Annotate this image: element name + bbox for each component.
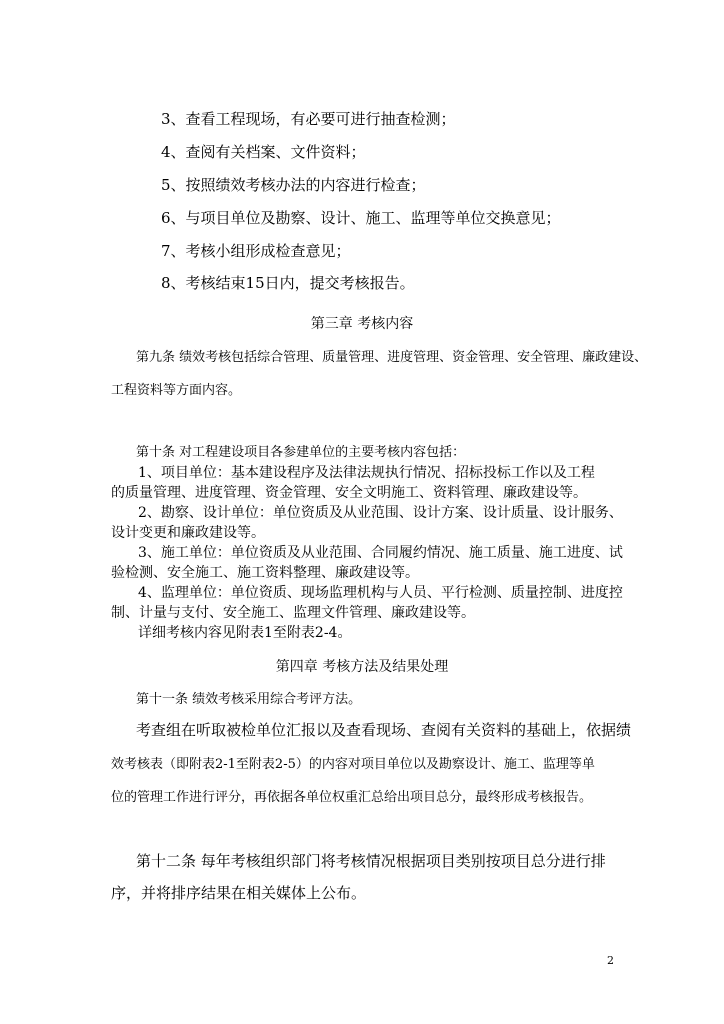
list-item-5: 5、按照绩效考核办法的内容进行检查； — [161, 176, 426, 194]
list-item-4: 4、查阅有关档案、文件资料； — [161, 143, 366, 161]
article-10-intro: 第十条 对工程建设项目各参建单位的主要考核内容包括： — [136, 445, 466, 460]
article-10-item-1-line-2: 的质量管理、进度管理、资金管理、安全文明施工、资料管理、廉政建设等。 — [111, 485, 587, 501]
article-10-item-1-line-1: 1、项目单位：基本建设程序及法律法规执行情况、招标投标工作以及工程 — [138, 465, 595, 481]
article-12-line-1: 第十二条 每年考核组织部门将考核情况根据项目类别按项目总分进行排 — [136, 852, 606, 870]
article-12-line-2: 序，并将排序结果在相关媒体上公布。 — [111, 884, 367, 902]
chapter-3-heading: 第三章 考核内容 — [310, 316, 414, 332]
article-11-line-3: 效考核表（即附表2-1至附表2-5）的内容对项目单位以及勘察设计、施工、监理等单 — [111, 757, 595, 772]
article-10-item-3-line-2: 验检测、安全施工、施工资料整理、廉政建设等。 — [111, 565, 419, 581]
article-11-line-4: 位的管理工作进行评分，再依据各单位权重汇总给出项目总分，最终形成考核报告。 — [111, 790, 593, 805]
list-item-7: 7、考核小组形成检查意见； — [161, 242, 351, 260]
article-11-line-1: 第十一条 绩效考核采用综合考评方法。 — [136, 692, 362, 707]
list-item-8: 8、考核结束15日内，提交考核报告。 — [161, 274, 415, 292]
article-11-line-2: 考查组在听取被检单位汇报以及查看现场、查阅有关资料的基础上，依据绩 — [136, 721, 632, 739]
article-9-line-1: 第九条 绩效考核包括综合管理、质量管理、进度管理、资金管理、安全管理、廉政建设、 — [136, 350, 648, 365]
list-item-3: 3、查看工程现场，有必要可进行抽查检测； — [161, 110, 456, 128]
article-10-item-2-line-1: 2、勘察、设计单位：单位资质及从业范围、设计方案、设计质量、设计服务、 — [138, 505, 623, 521]
article-10-item-4-line-1: 4、监理单位：单位资质、现场监理机构与人员、平行检测、质量控制、进度控 — [138, 585, 623, 601]
list-item-6: 6、与项目单位及勘察、设计、施工、监理等单位交换意见； — [161, 209, 561, 227]
page-number: 2 — [607, 954, 614, 967]
article-9-line-2: 工程资料等方面内容。 — [111, 383, 242, 398]
article-10-detail-note: 详细考核内容见附表1至附表2-4。 — [138, 625, 352, 641]
article-10-item-2-line-2: 设计变更和廉政建设等。 — [111, 525, 265, 541]
article-10-item-3-line-1: 3、施工单位：单位资质及从业范围、合同履约情况、施工质量、施工进度、试 — [138, 545, 623, 561]
article-10-item-4-line-2: 制、计量与支付、安全施工、监理文件管理、廉政建设等。 — [111, 605, 475, 621]
chapter-4-heading: 第四章 考核方法及结果处理 — [275, 659, 449, 675]
